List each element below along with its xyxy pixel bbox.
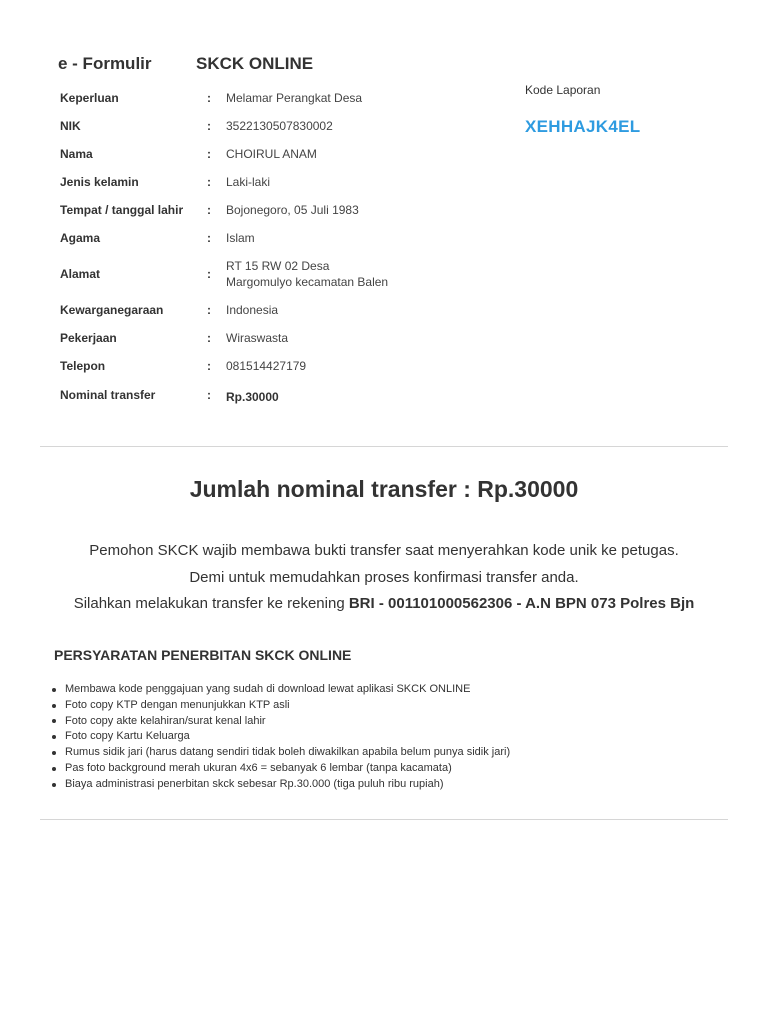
transfer-notice (0, 540, 768, 620)
field-value (226, 258, 388, 290)
list-item (50, 698, 510, 714)
field-colon: : (207, 231, 211, 245)
form-type-label: e - Formulir (58, 54, 152, 73)
field-row-kewarganegaraan (60, 296, 500, 324)
requirement-text: Biaya administrasi penerbitan skck sebesar Rp.30.000 (tiga puluh ribu rupiah) (65, 777, 444, 790)
field-label: Tempat / tanggal lahir (60, 203, 184, 217)
field-label: Pekerjaan (60, 331, 117, 345)
field-colon: : (207, 91, 211, 105)
field-row-agama (60, 224, 500, 252)
field-row-pekerjaan (60, 324, 500, 352)
field-colon: : (207, 203, 211, 217)
field-colon: : (207, 331, 211, 345)
requirement-text: Membawa kode penggajuan yang sudah di download lewat aplikasi SKCK ONLINE (65, 683, 471, 695)
field-value: CHOIRUL ANAM (226, 147, 317, 161)
field-colon: : (207, 267, 211, 281)
requirement-text: Rumus sidik jari (harus datang sendiri tidak boleh diwakilkan apabila belum punya sidik jari) (65, 746, 511, 759)
field-label: Nama (60, 147, 93, 161)
list-item (50, 714, 510, 730)
list-item (50, 729, 510, 745)
section-divider (40, 446, 728, 447)
bullet-icon (52, 735, 56, 739)
field-row-telepon (60, 352, 500, 380)
field-row-ttl (60, 196, 500, 224)
field-value: Islam (226, 231, 255, 245)
requirement-text: Foto copy akte kelahiran/surat kenal lahir (65, 714, 266, 727)
field-value: Melamar Perangkat Desa (226, 91, 363, 105)
bullet-icon (52, 719, 56, 723)
field-row-nik (60, 112, 500, 140)
address-line-2: Margomulyo kecamatan Balen (226, 275, 389, 289)
bullet-icon (52, 751, 56, 755)
requirement-text: Foto copy Kartu Keluarga (65, 730, 190, 743)
field-row-alamat (60, 252, 500, 296)
requirements-title: PERSYARATAN PENERBITAN SKCK ONLINE (54, 647, 352, 663)
field-colon: : (207, 388, 211, 402)
field-row-nominal (60, 380, 500, 408)
list-item (50, 761, 510, 777)
report-code-value: XEHHAJK4EL (525, 117, 641, 136)
notice-line-3-prefix: Silahkan melakukan transfer ke rekening (73, 595, 345, 612)
list-item (50, 682, 510, 698)
notice-line-3 (0, 593, 768, 620)
field-value: 3522130507830002 (226, 119, 333, 133)
field-colon: : (207, 175, 211, 189)
report-code-label: Kode Laporan (525, 83, 601, 97)
field-label: Kewarganegaraan (60, 303, 164, 317)
field-row-keperluan (60, 84, 500, 112)
field-value: Bojonegoro, 05 Juli 1983 (226, 203, 359, 217)
notice-line-1: Pemohon SKCK wajib membawa bukti transfer saat menyerahkan kode unik ke petugas. (89, 542, 679, 559)
field-colon: : (207, 359, 211, 373)
field-label: Nominal transfer (60, 388, 156, 402)
field-value: Laki-laki (226, 175, 271, 189)
field-label: Jenis kelamin (60, 175, 139, 189)
field-colon: : (207, 119, 211, 133)
field-value: Indonesia (226, 303, 279, 317)
field-label: Agama (60, 231, 101, 245)
address-line-1: RT 15 RW 02 Desa (226, 259, 330, 273)
field-value: Rp.30000 (226, 390, 279, 404)
bullet-icon (52, 688, 56, 692)
applicant-info-table (60, 84, 500, 408)
requirements-list (50, 682, 510, 793)
field-row-jenis-kelamin (60, 168, 500, 196)
list-item (50, 745, 510, 761)
list-item (50, 777, 510, 793)
transfer-amount-heading: Jumlah nominal transfer : Rp.30000 (189, 476, 579, 502)
field-colon: : (207, 303, 211, 317)
form-header (58, 54, 313, 74)
field-label: NIK (60, 119, 81, 133)
field-value: 081514427179 (226, 359, 307, 373)
form-title: SKCK ONLINE (196, 54, 314, 73)
notice-line-2: Demi untuk memudahkan proses konfirmasi transfer anda. (189, 568, 579, 586)
requirement-text: Pas foto background merah ukuran 4x6 = sebanyak 6 lembar (tanpa kacamata) (65, 761, 452, 774)
bank-account-info: BRI - 001101000562306 - A.N BPN 073 Polres Bjn (348, 595, 695, 612)
field-value: Wiraswasta (226, 331, 289, 345)
bullet-icon (52, 783, 56, 787)
field-label: Alamat (60, 267, 101, 281)
requirement-text: Foto copy KTP dengan menunjukkan KTP asli (65, 698, 290, 711)
bullet-icon (52, 767, 56, 771)
field-colon: : (207, 147, 211, 161)
field-label: Telepon (60, 359, 106, 373)
section-divider (40, 819, 728, 820)
field-row-nama (60, 140, 500, 168)
bullet-icon (52, 704, 56, 708)
field-label: Keperluan (60, 91, 119, 105)
